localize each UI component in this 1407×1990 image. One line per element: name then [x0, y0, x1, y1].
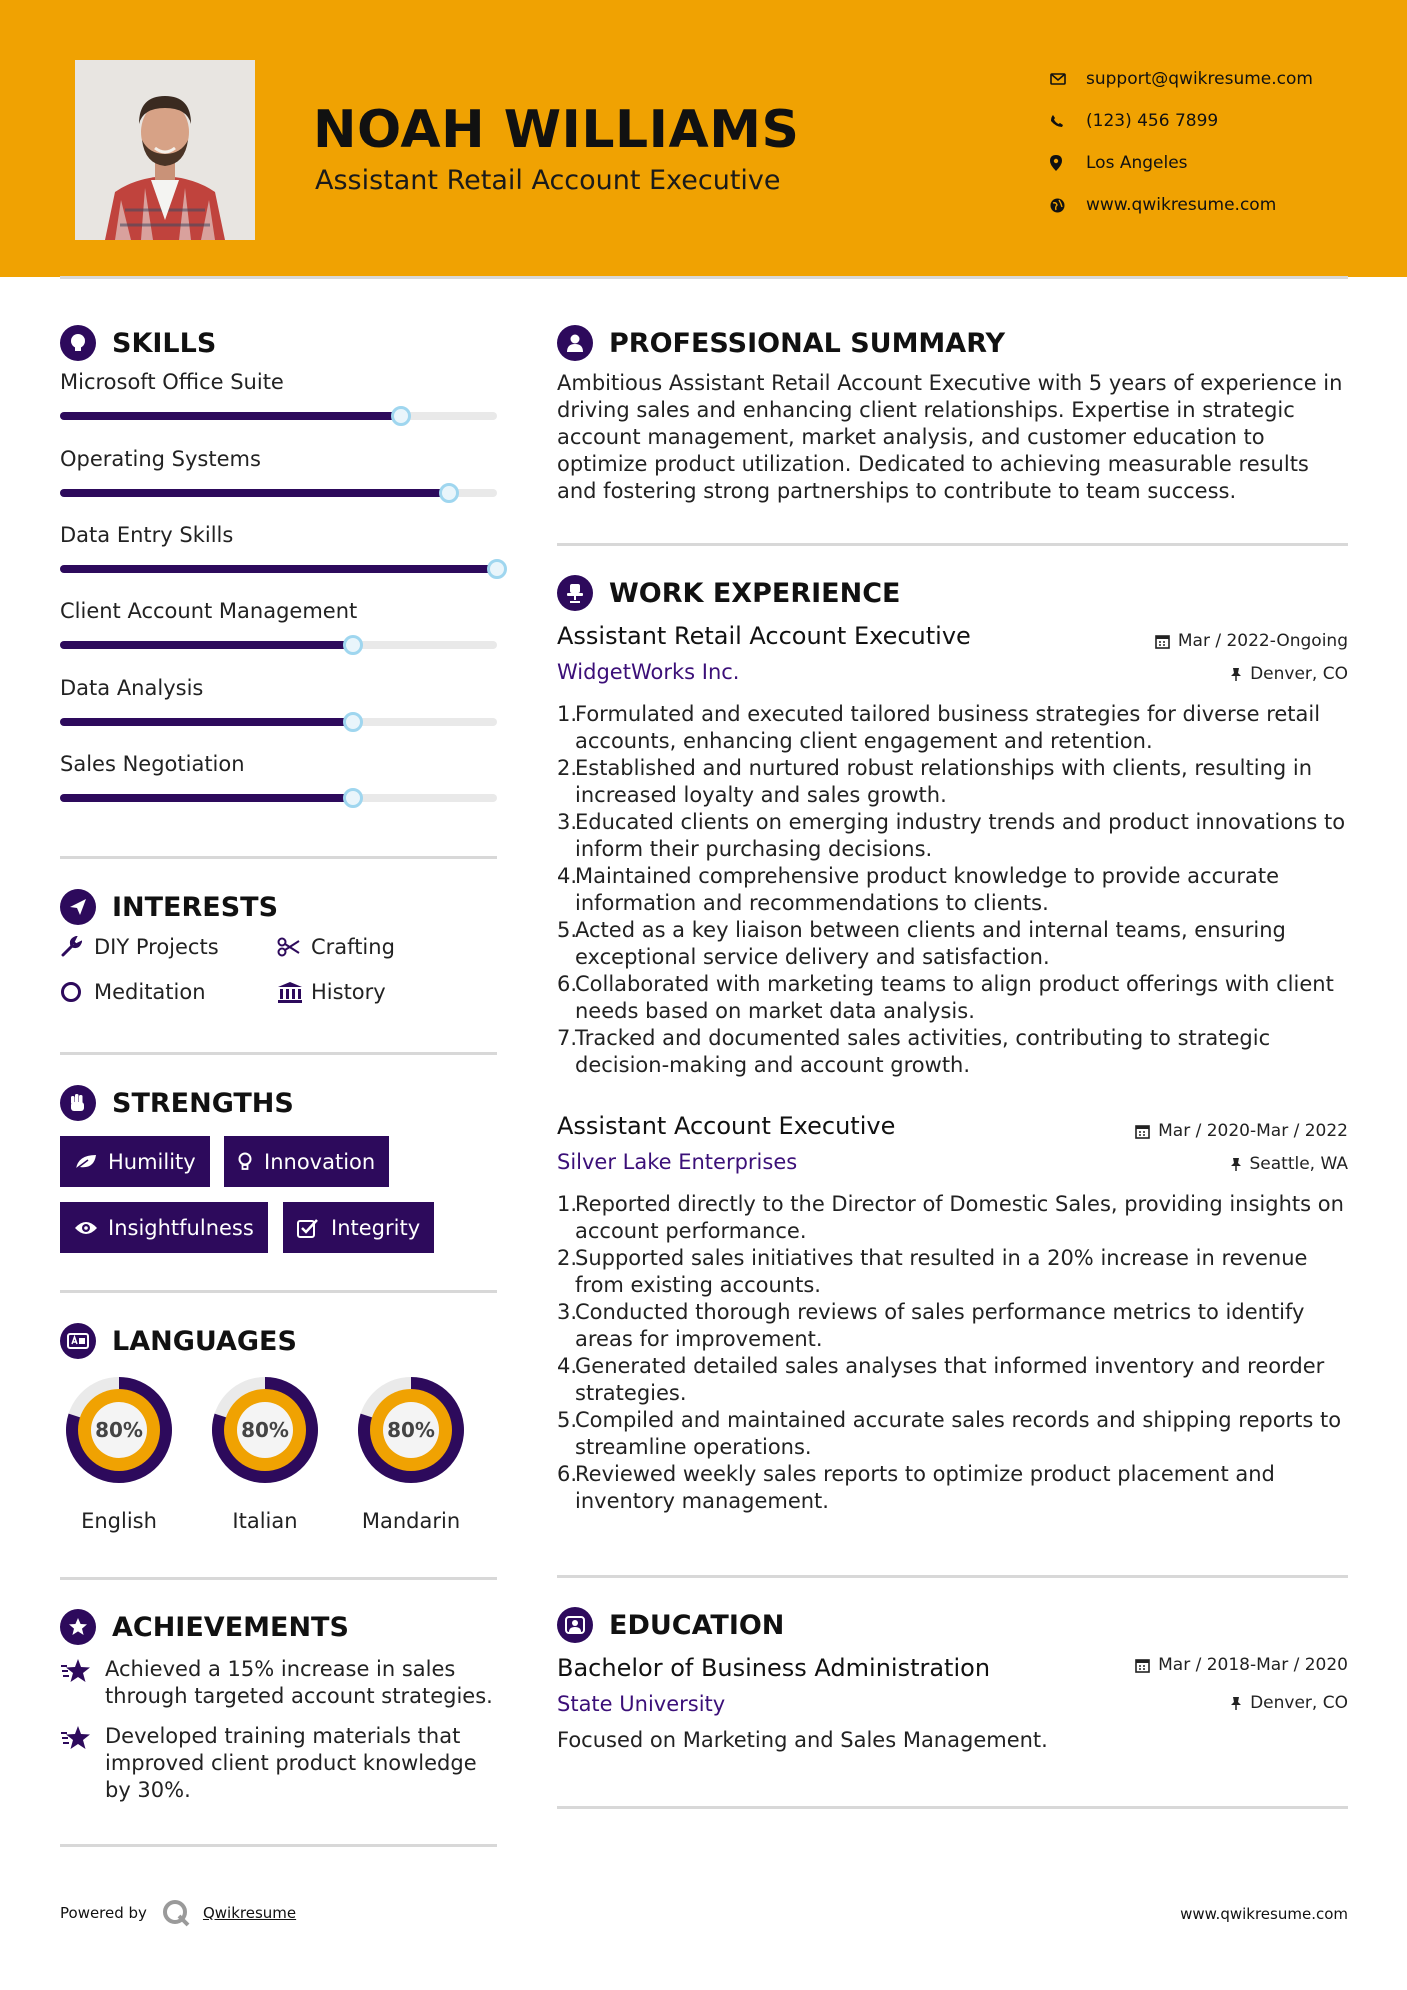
section-divider [557, 543, 1348, 546]
skill-bar [60, 794, 497, 802]
job-bullets [557, 701, 1357, 1079]
contact-phone-text: (123) 456 7899 [1086, 111, 1219, 131]
strengths-title: STRENGTHS [112, 1087, 294, 1119]
skill-bar [60, 641, 497, 649]
bullet-text: Compiled and maintained accurate sales records and shipping reports to streamline operations. [575, 1408, 1342, 1459]
skill-item [60, 523, 497, 573]
job-bullet: 7. Tracked and documented sales activities, contributing to strategic decision-making and account growth. [557, 1025, 1357, 1079]
skill-bar-knob [343, 635, 363, 655]
bullet-text: Supported sales initiatives that resulted in a 20% increase in revenue from existing accounts. [575, 1246, 1308, 1297]
job-bullet: 4. Maintained comprehensive product knowledge to provide accurate information and recommendations to clients. [557, 863, 1357, 917]
powered-by-label: Powered by [60, 1904, 147, 1922]
job-location [1230, 1154, 1349, 1174]
language-percent: 80% [241, 1418, 289, 1442]
job-location [1230, 664, 1348, 684]
job-location-text: Denver, CO [1250, 664, 1348, 684]
job-dates-text: Mar / 2020-Mar / 2022 [1158, 1121, 1348, 1141]
candidate-title: Assistant Retail Account Executive [315, 165, 781, 196]
strength-label: Integrity [331, 1215, 421, 1240]
profile-photo [75, 60, 255, 240]
interest-item [277, 935, 395, 959]
interests-title: INTERESTS [112, 891, 279, 923]
strength-chip [283, 1202, 434, 1253]
languages-title: LANGUAGES [112, 1325, 297, 1357]
skill-label: Client Account Management [60, 599, 358, 623]
job-bullet: 2. Established and nurtured robust relationships with clients, resulting in increased loyalty and sales growth. [557, 755, 1357, 809]
experience-title: WORK EXPERIENCE [609, 577, 901, 609]
bullet-text: Conducted thorough reviews of sales performance metrics to identify areas for improvement. [575, 1300, 1305, 1351]
skill-item [60, 599, 497, 649]
skill-bar [60, 412, 497, 420]
skill-item [60, 676, 497, 726]
skill-bar-knob [391, 406, 411, 426]
skills-title: SKILLS [112, 327, 217, 359]
qwikresume-logo-icon [161, 1898, 191, 1928]
interest-item [60, 935, 219, 959]
wrench-icon [60, 936, 94, 958]
section-divider [60, 1052, 497, 1055]
strength-chip [224, 1136, 389, 1187]
education-description: Focused on Marketing and Sales Management. [557, 1728, 1048, 1752]
job-dates-text: Mar / 2022-Ongoing [1177, 631, 1348, 651]
skill-label: Microsoft Office Suite [60, 370, 284, 394]
language-ring [350, 1369, 472, 1491]
achievements-heading [60, 1609, 349, 1645]
skill-bar-fill [60, 412, 401, 420]
summary-heading [557, 325, 1005, 361]
education-school: State University [557, 1692, 726, 1716]
eye-icon [74, 1220, 108, 1236]
contact-list [1050, 58, 1313, 226]
achievement-text: Achieved a 15% increase in sales through targeted account strategies. [105, 1657, 493, 1708]
interest-label: DIY Projects [94, 935, 219, 959]
strengths-heading [60, 1085, 294, 1121]
pushpin-icon [1230, 667, 1242, 682]
job-bullet: 1. Reported directly to the Director of Domestic Sales, providing insights on account performance. [557, 1191, 1357, 1245]
language-percent: 80% [95, 1418, 143, 1442]
section-divider [60, 1577, 497, 1580]
strength-label: Insightfulness [108, 1215, 254, 1240]
skill-bar-fill [60, 794, 353, 802]
skill-label: Data Analysis [60, 676, 204, 700]
bullet-text: Established and nurtured robust relationships with clients, resulting in increased loyalty and sales growth. [575, 756, 1313, 807]
education-dates [1135, 1655, 1348, 1675]
office-chair-icon [557, 575, 593, 611]
skill-label: Sales Negotiation [60, 752, 245, 776]
language-item [350, 1369, 472, 1533]
footer-powered-by [60, 1898, 296, 1928]
lightbulb-icon [238, 1152, 264, 1172]
experience-heading [557, 575, 900, 611]
circle-icon [60, 981, 94, 1003]
skill-bar-fill [60, 718, 353, 726]
globe-icon [1050, 198, 1086, 213]
language-ring [204, 1369, 326, 1491]
skill-label: Data Entry Skills [60, 523, 234, 547]
skills-heading [60, 325, 216, 361]
job-bullet: 5. Acted as a key liaison between clients and internal teams, ensuring exceptional service delivery and satisfaction. [557, 917, 1357, 971]
education-heading [557, 1607, 784, 1643]
bullet-text: Reviewed weekly sales reports to optimize product placement and inventory management. [575, 1462, 1275, 1513]
skill-item [60, 752, 497, 802]
education-degree: Bachelor of Business Administration [557, 1654, 991, 1682]
job-bullets [557, 1191, 1357, 1515]
skill-item [60, 370, 497, 420]
job-title: Assistant Account Executive [557, 1112, 896, 1140]
job-bullet: 6. Reviewed weekly sales reports to optimize product placement and inventory management. [557, 1461, 1357, 1515]
language-name: Italian [232, 1509, 298, 1533]
skill-bar [60, 489, 497, 497]
job-bullet: 1. Formulated and executed tailored business strategies for diverse retail accounts, enhancing client engagement and retention. [557, 701, 1357, 755]
job-title: Assistant Retail Account Executive [557, 622, 971, 650]
interests-heading [60, 889, 278, 925]
user-icon [557, 325, 593, 361]
skill-item [60, 447, 497, 497]
graduate-icon [557, 1607, 593, 1643]
interest-label: Meditation [94, 980, 206, 1004]
pushpin-icon [1230, 1696, 1242, 1711]
summary-text: Ambitious Assistant Retail Account Executive with 5 years of experience in driving sales and enhancing client relationships. Expertise in strategic account management, market analysis, and customer education to optimize product utilization. Dedicated to achieving measurable results and fostering strong partnerships to contribute to team success. [557, 371, 1343, 503]
skill-bar-knob [439, 483, 459, 503]
contact-email[interactable] [1050, 58, 1313, 100]
phone-icon [1050, 114, 1086, 128]
calendar-icon [1135, 1124, 1150, 1139]
pushpin-icon [1230, 1157, 1242, 1172]
strength-label: Humility [108, 1149, 196, 1174]
star-icon [60, 1656, 105, 1710]
bullet-text: Formulated and executed tailored business strategies for diverse retail accounts, enhancing client engagement and retention. [575, 702, 1321, 753]
bullet-text: Tracked and documented sales activities, contributing to strategic decision-making and account growth. [575, 1026, 1271, 1077]
language-icon [60, 1323, 96, 1359]
language-item [58, 1369, 180, 1533]
language-percent: 80% [387, 1418, 435, 1442]
skill-bar-knob [343, 712, 363, 732]
skill-label: Operating Systems [60, 447, 261, 471]
contact-website[interactable] [1050, 184, 1313, 226]
bullet-text: Acted as a key liaison between clients and internal teams, ensuring exceptional service delivery and satisfaction. [575, 918, 1286, 969]
job-bullet: 3. Educated clients on emerging industry trends and product innovations to inform their purchasing decisions. [557, 809, 1357, 863]
skill-bar [60, 718, 497, 726]
job-bullet: 6. Collaborated with marketing teams to align product offerings with client needs based on market data analysis. [557, 971, 1357, 1025]
interest-item [277, 980, 386, 1004]
summary-title: PROFESSIONAL SUMMARY [609, 327, 1006, 359]
bullet-text: Reported directly to the Director of Domestic Sales, providing insights on account performance. [575, 1192, 1344, 1243]
contact-location [1050, 142, 1313, 184]
interest-label: History [311, 980, 386, 1004]
section-divider [557, 1575, 1348, 1578]
achievement-item [60, 1656, 500, 1710]
map-pin-icon [1050, 155, 1086, 171]
strength-chip [60, 1136, 210, 1187]
contact-phone[interactable] [1050, 100, 1313, 142]
skill-bar [60, 565, 497, 573]
bullet-text: Educated clients on emerging industry trends and product innovations to inform their purchasing decisions. [575, 810, 1346, 861]
paper-plane-icon [60, 889, 96, 925]
achievements-title: ACHIEVEMENTS [112, 1611, 349, 1643]
job-bullet: 3. Conducted thorough reviews of sales performance metrics to identify areas for improvement. [557, 1299, 1357, 1353]
calendar-icon [1155, 634, 1170, 649]
language-ring [58, 1369, 180, 1491]
footer-url[interactable]: www.qwikresume.com [1180, 1905, 1348, 1923]
fist-icon [60, 1085, 96, 1121]
section-divider [557, 1806, 1348, 1809]
star-badge-icon [60, 1609, 96, 1645]
achievement-text: Developed training materials that improved client product knowledge by 30%. [105, 1724, 477, 1802]
skill-bar-knob [487, 559, 507, 579]
candidate-name: NOAH WILLIAMS [313, 100, 800, 160]
museum-icon [277, 981, 311, 1003]
bullet-text: Generated detailed sales analyses that informed inventory and reorder strategies. [575, 1354, 1325, 1405]
job-company: Silver Lake Enterprises [557, 1150, 798, 1174]
leaf-icon [74, 1153, 108, 1171]
education-dates-text: Mar / 2018-Mar / 2020 [1158, 1655, 1348, 1675]
skill-bar-fill [60, 489, 449, 497]
skill-bar-fill [60, 641, 353, 649]
job-company: WidgetWorks Inc. [557, 660, 740, 684]
star-icon [60, 1723, 105, 1804]
calendar-icon [1135, 1658, 1150, 1673]
section-divider [60, 1290, 497, 1293]
languages-heading [60, 1323, 297, 1359]
header-divider [60, 276, 1348, 279]
education-title: EDUCATION [609, 1609, 785, 1641]
achievement-item [60, 1723, 500, 1804]
qwikresume-link[interactable]: Qwikresume [202, 1904, 297, 1922]
job-bullet: 2. Supported sales initiatives that resulted in a 20% increase in revenue from existing accounts. [557, 1245, 1357, 1299]
interest-item [60, 980, 206, 1004]
job-location-text: Seattle, WA [1249, 1154, 1348, 1174]
language-name: Mandarin [361, 1509, 461, 1533]
bullet-text: Collaborated with marketing teams to align product offerings with client needs based on market data analysis. [575, 972, 1334, 1023]
skill-bar-fill [60, 565, 497, 573]
lightbulb-icon [60, 325, 96, 361]
envelope-icon [1050, 73, 1086, 85]
job-dates [1135, 1121, 1348, 1141]
section-divider [60, 856, 497, 859]
section-divider [60, 1844, 497, 1847]
bullet-text: Maintained comprehensive product knowledge to provide accurate information and recommendations to clients. [575, 864, 1280, 915]
strength-label: Innovation [264, 1149, 376, 1174]
education-location [1230, 1693, 1348, 1713]
language-name: English [81, 1509, 157, 1533]
skill-bar-knob [343, 788, 363, 808]
contact-website-text: www.qwikresume.com [1086, 195, 1277, 215]
contact-location-text: Los Angeles [1086, 153, 1188, 173]
job-dates [1155, 631, 1348, 651]
check-square-icon [297, 1218, 331, 1238]
language-item [204, 1369, 326, 1533]
job-bullet: 5. Compiled and maintained accurate sales records and shipping reports to streamline operations. [557, 1407, 1357, 1461]
education-location-text: Denver, CO [1250, 1693, 1348, 1713]
job-bullet: 4. Generated detailed sales analyses that informed inventory and reorder strategies. [557, 1353, 1357, 1407]
resume-header [0, 0, 1407, 277]
scissors-icon [277, 937, 311, 957]
strength-chip [60, 1202, 268, 1253]
interest-label: Crafting [311, 935, 395, 959]
contact-email-text: support@qwikresume.com [1086, 69, 1313, 89]
